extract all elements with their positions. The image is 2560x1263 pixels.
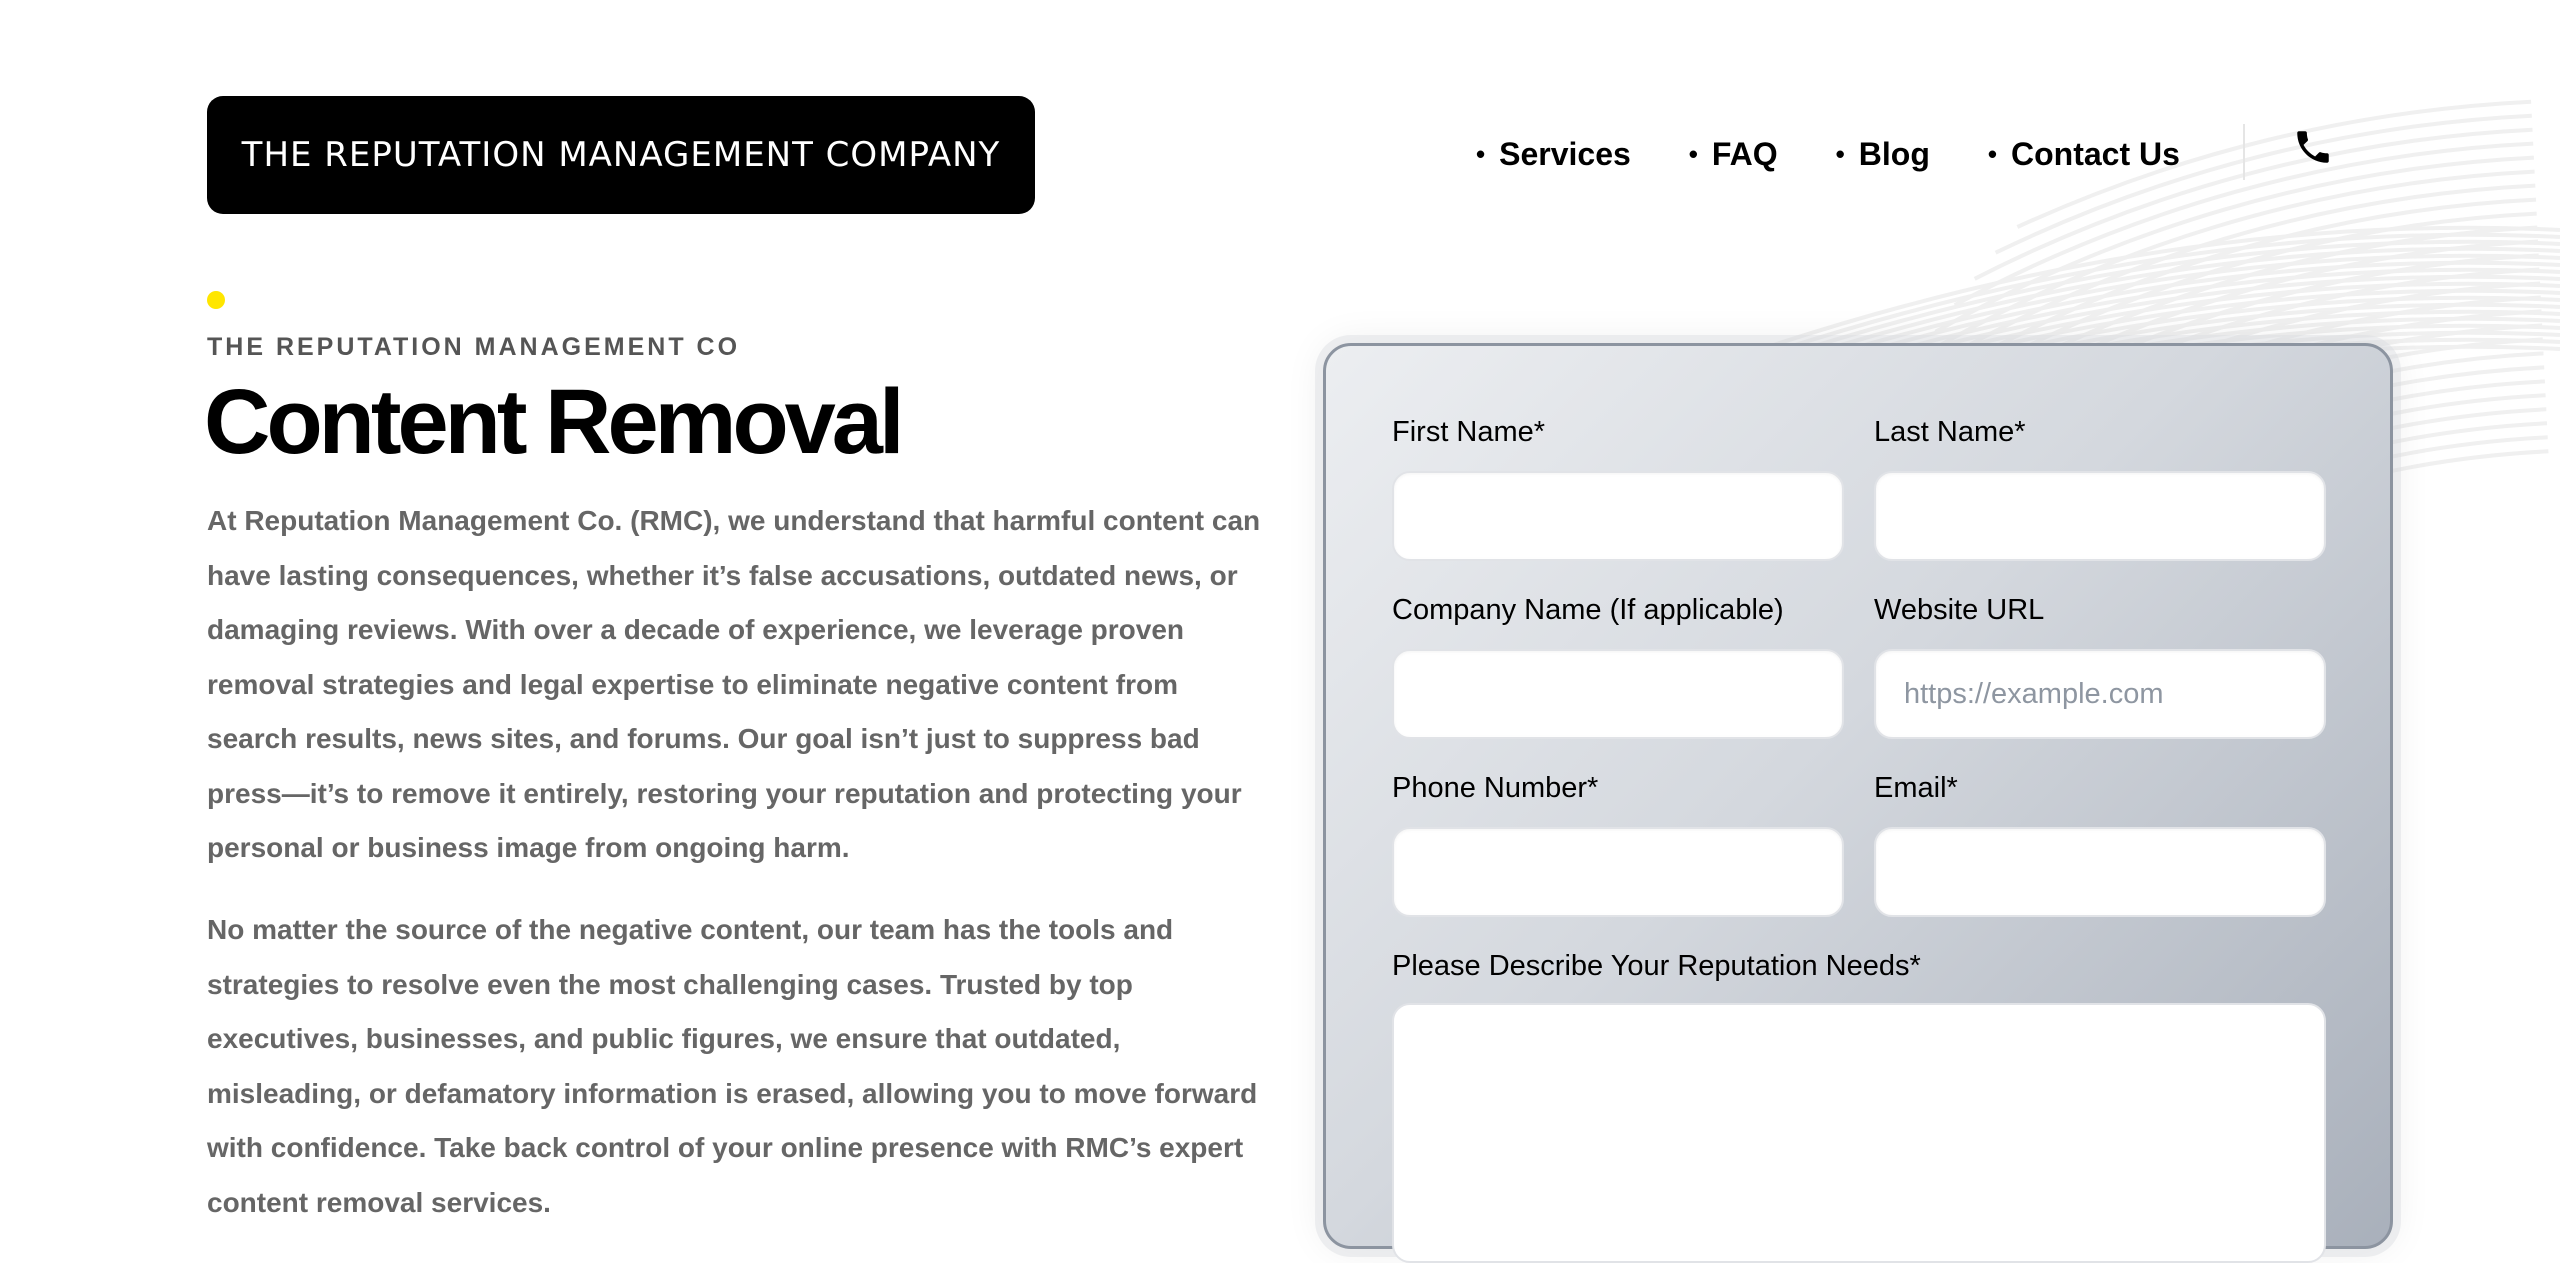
intro-paragraph: At Reputation Management Co. (RMC), we understand that harmful content can have lasting consequences, whether it’s false accusations, outdated news, or damaging reviews. With over a decade of experience, we leverage proven removal strategies and legal expertise to eliminate negative content from search results, news sites, and forums. Our goal isn’t just to suppress bad press—it’s to remove it entirely, restoring your reputation and protecting your personal or business image from ongoing harm. xyxy=(207,505,1261,863)
detail-paragraph: No matter the source of the negative content, our team has the tools and strategies to resolve even the most challenging cases. Trusted by top executives, businesses, and public figures, we ensure that outdated, misleading, or defamatory information is erased, allowing you to move forward with confidence. Take back control of your online presence with RMC’s expert content removal services. xyxy=(207,914,1258,1218)
bullet-icon: • xyxy=(1987,138,1997,169)
logo-text: THE REPUTATION MANAGEMENT COMPANY xyxy=(241,135,1001,175)
first-name-label: First Name* xyxy=(1392,416,1546,448)
main-nav xyxy=(1476,122,2238,186)
nav-item-label: Services xyxy=(1499,135,1631,172)
nav-divider xyxy=(2243,124,2245,180)
first-name-field[interactable] xyxy=(1392,471,1844,561)
site-logo[interactable] xyxy=(207,96,1035,214)
company-name-label: Company Name (If applicable) xyxy=(1392,594,1784,626)
phone-icon[interactable] xyxy=(2292,124,2334,170)
last-name-field[interactable] xyxy=(1874,471,2326,561)
eyebrow-text: THE REPUTATION MANAGEMENT CO xyxy=(207,333,741,361)
contact-form xyxy=(1323,343,2393,1249)
reputation-needs-label: Please Describe Your Reputation Needs* xyxy=(1392,950,1921,982)
company-name-field[interactable] xyxy=(1392,649,1844,739)
nav-item-label: Blog xyxy=(1858,135,1930,172)
website-url-field[interactable] xyxy=(1874,649,2326,739)
last-name-label: Last Name* xyxy=(1874,416,2026,448)
nav-item-services[interactable] xyxy=(1476,136,1631,173)
nav-item-blog[interactable] xyxy=(1836,136,1930,173)
reputation-needs-textarea[interactable] xyxy=(1392,1003,2326,1263)
email-label: Email* xyxy=(1874,772,1958,804)
bullet-icon: • xyxy=(1835,138,1845,169)
nav-item-label: FAQ xyxy=(1711,135,1778,172)
nav-item-contact-us[interactable] xyxy=(1988,136,2180,173)
bullet-icon: • xyxy=(1688,138,1698,169)
phone-number-field[interactable] xyxy=(1392,827,1844,917)
bullet-icon: • xyxy=(1476,138,1486,169)
page-title: Content Removal xyxy=(204,371,901,473)
nav-item-faq[interactable] xyxy=(1689,136,1778,173)
website-url-label: Website URL xyxy=(1874,594,2045,626)
accent-dot xyxy=(207,291,225,309)
phone-number-label: Phone Number* xyxy=(1392,772,1599,804)
nav-item-label: Contact Us xyxy=(2010,135,2180,172)
email-field[interactable] xyxy=(1874,827,2326,917)
